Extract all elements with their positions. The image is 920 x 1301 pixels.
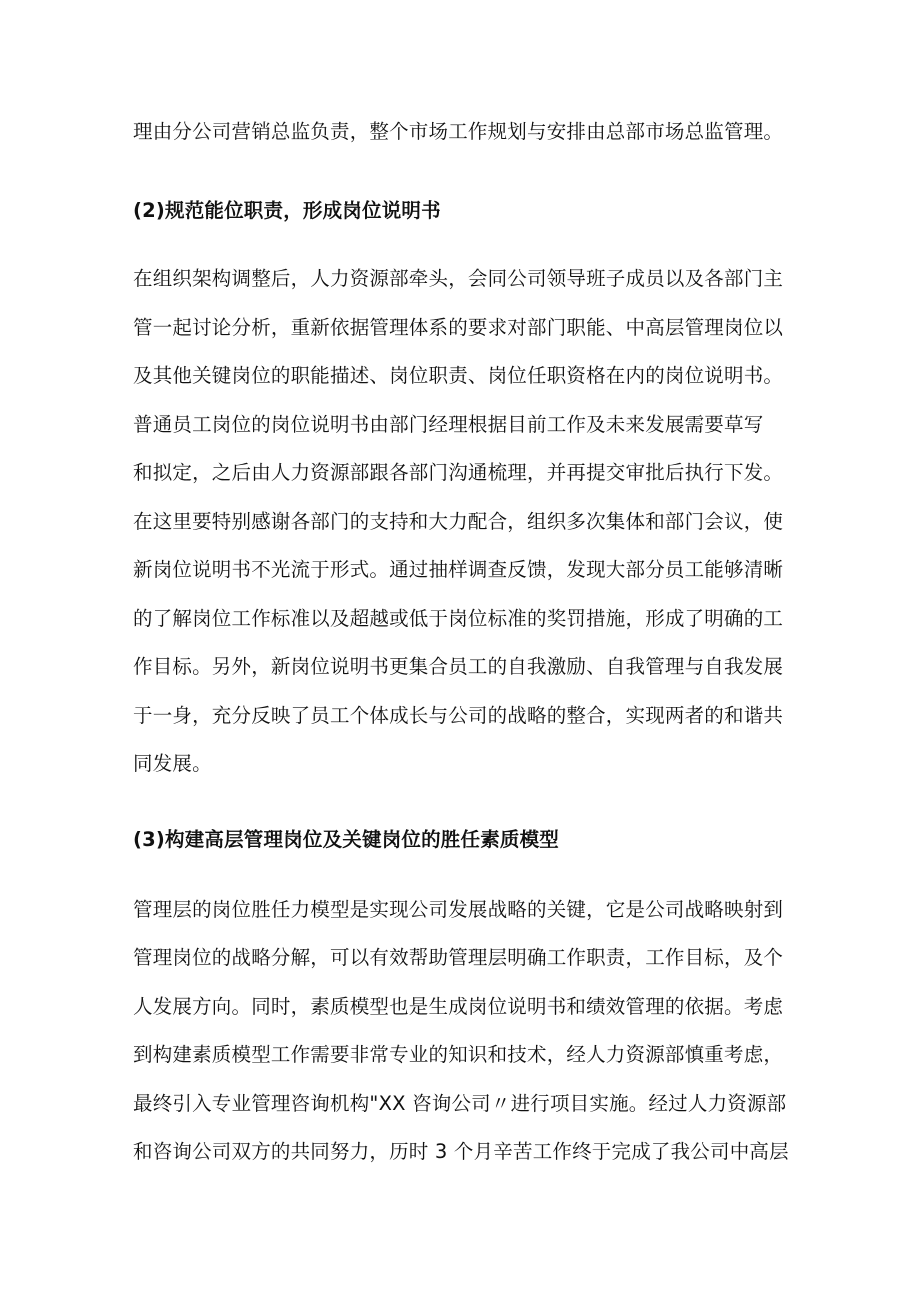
- paragraph-line: 管理岗位的战略分解，可以有效帮助管理层明确工作职责，工作目标，及个: [133, 946, 784, 969]
- paragraph-line: 到构建素质模型工作需要非常专业的知识和技术，经人力资源部慎重考虑，: [133, 1043, 784, 1066]
- section-2-heading: (2)规范能位职责，形成岗位说明书: [133, 199, 441, 222]
- paragraph-line: 的了解岗位工作标准以及超越或低于岗位标准的奖罚措施，形成了明确的工: [133, 607, 784, 630]
- paragraph-line: 在这里要特别感谢各部门的支持和大力配合，组织多次集体和部门会议，使: [133, 510, 784, 533]
- paragraph-line: 在组织架构调整后，人力资源部牵头，会同公司领导班子成员以及各部门主: [133, 267, 784, 290]
- paragraph-line: 人发展方向。同时，素质模型也是生成岗位说明书和绩效管理的依据。考虑: [133, 995, 784, 1018]
- paragraph-line: 管一起讨论分析，重新依据管理体系的要求对部门职能、中高层管理岗位以: [133, 316, 784, 339]
- intro-line: 理由分公司营销总监负责，整个市场工作规划与安排由总部市场总监管理。: [133, 120, 784, 143]
- section-3-heading: (3)构建高层管理岗位及关键岗位的胜任素质模型: [133, 828, 559, 851]
- paragraph-line: 作目标。另外，新岗位说明书更集合员工的自我激励、自我管理与自我发展: [133, 655, 784, 678]
- paragraph-line: 和咨询公司双方的共同努力，历时 3 个月辛苦工作终于完成了我公司中高层: [133, 1140, 789, 1163]
- paragraph-line: 最终引入专业管理咨询机构"XX 咨询公司〃进行项目实施。经过人力资源部: [133, 1092, 787, 1115]
- paragraph-line: 于一身，充分反映了员工个体成长与公司的战略的整合，实现两者的和谐共: [133, 704, 784, 727]
- paragraph-line: 普通员工岗位的岗位说明书由部门经理根据目前工作及未来发展需要草写: [133, 413, 764, 436]
- paragraph-line: 同发展。: [133, 752, 212, 775]
- paragraph-line: 和拟定，之后由人力资源部跟各部门沟通梳理，并再提交审批后执行下发。: [133, 461, 784, 484]
- paragraph-line: 管理层的岗位胜任力模型是实现公司发展战略的关键，它是公司战略映射到: [133, 898, 784, 921]
- paragraph-line: 及其他关键岗位的职能描述、岗位职责、岗位任职资格在内的岗位说明书。: [133, 364, 784, 387]
- paragraph-line: 新岗位说明书不光流于形式。通过抽样调查反馈，发现大部分员工能够清晰: [133, 558, 784, 581]
